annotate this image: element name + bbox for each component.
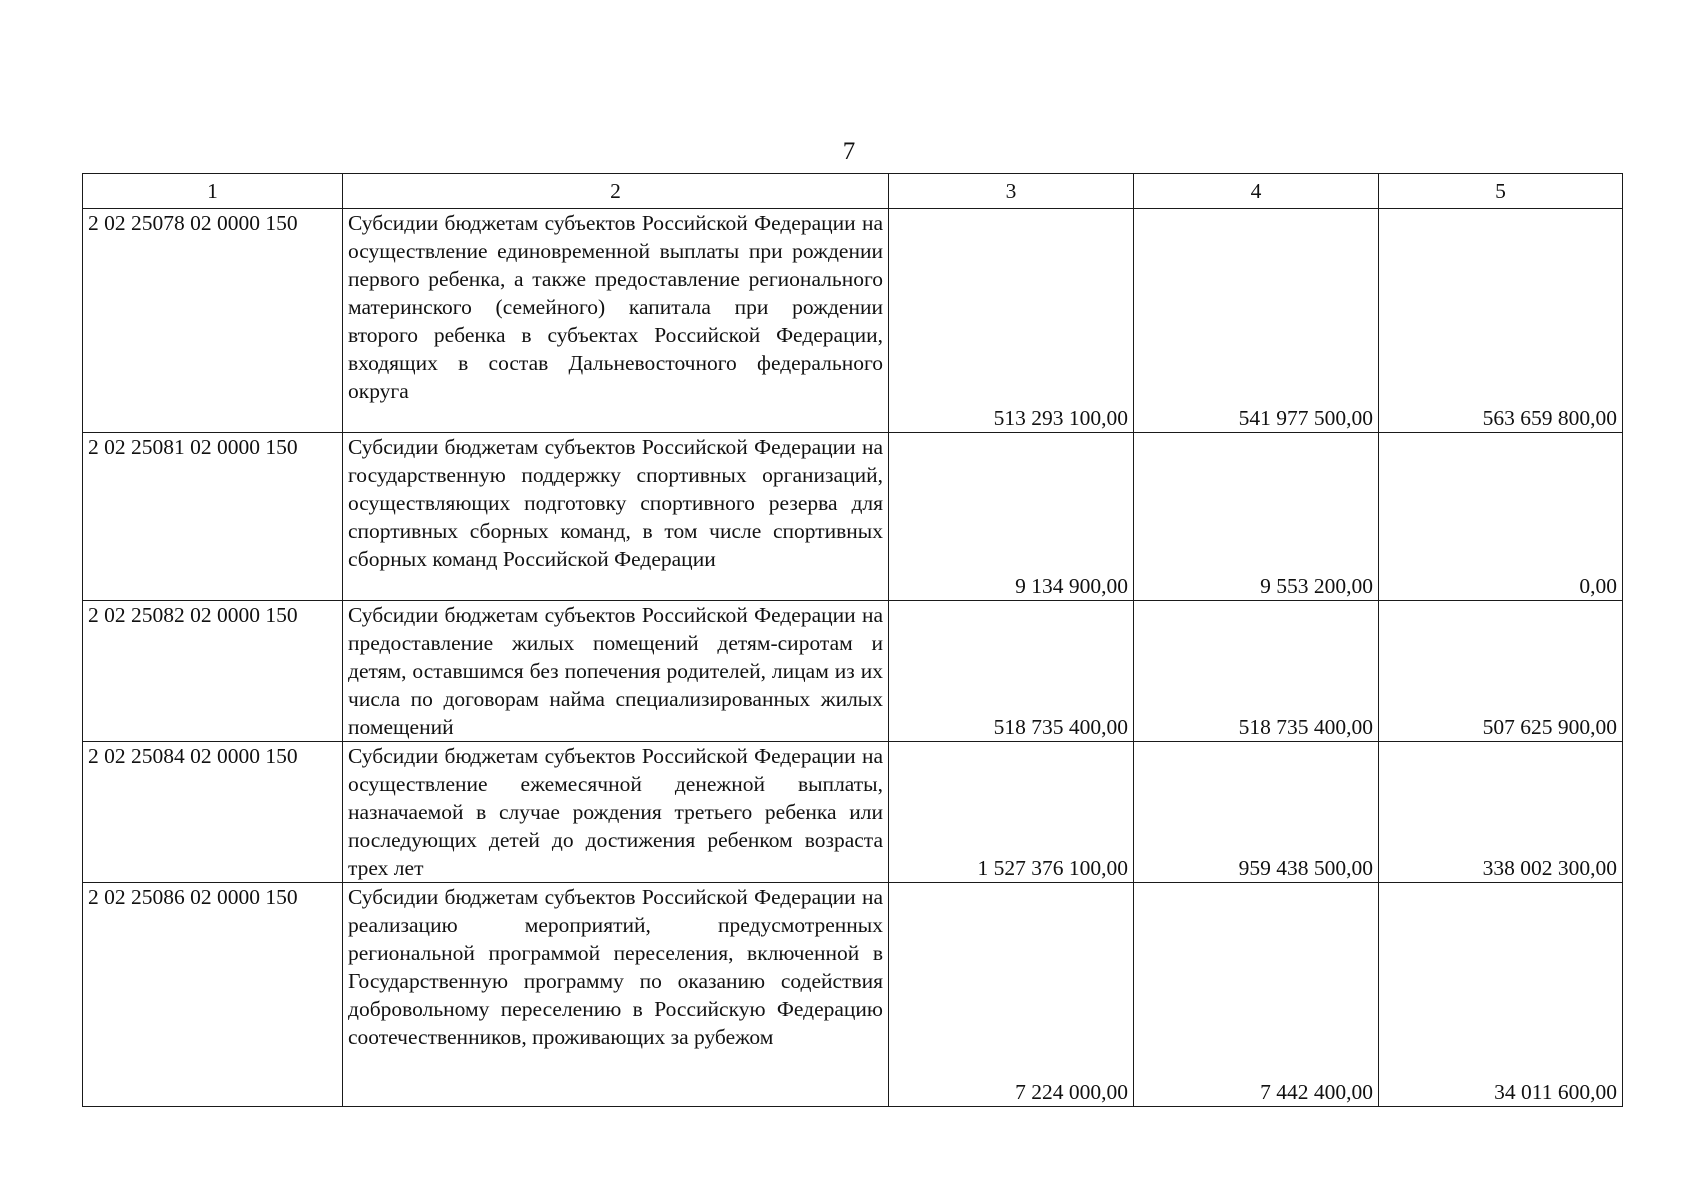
table-row xyxy=(83,601,1623,742)
row-description: Субсидии бюджетам субъектов Российской Федерации на осуществление единовременной выплаты при рождении первого ребенка, а также предоставление регионального материнского (семейного) капитала при рождении второго ребенка в субъектах Российской Федерации, входящих в состав Дальневосточного федерального округа xyxy=(343,209,889,433)
row-value-col3: 9 134 900,00 xyxy=(889,433,1134,601)
column-header-2: 2 xyxy=(343,174,889,209)
row-value-col3: 1 527 376 100,00 xyxy=(889,742,1134,883)
row-description: Субсидии бюджетам субъектов Российской Федерации на государственную поддержку спортивных организаций, осуществляющих подготовку спортивного резерва для спортивных сборных команд, в том числе спортивных сборных команд Российской Федерации xyxy=(343,433,889,601)
row-value-col3: 513 293 100,00 xyxy=(889,209,1134,433)
row-value-col5: 34 011 600,00 xyxy=(1379,883,1623,1107)
row-value-col3: 518 735 400,00 xyxy=(889,601,1134,742)
row-code: 2 02 25086 02 0000 150 xyxy=(83,883,343,1107)
budget-table xyxy=(82,173,1623,1107)
row-value-col3: 7 224 000,00 xyxy=(889,883,1134,1107)
page-number: 7 xyxy=(842,138,856,165)
row-value-col4: 959 438 500,00 xyxy=(1134,742,1379,883)
row-code: 2 02 25084 02 0000 150 xyxy=(83,742,343,883)
row-value-col4: 518 735 400,00 xyxy=(1134,601,1379,742)
row-code: 2 02 25081 02 0000 150 xyxy=(83,433,343,601)
row-value-col5: 563 659 800,00 xyxy=(1379,209,1623,433)
column-header-5: 5 xyxy=(1379,174,1623,209)
row-code: 2 02 25078 02 0000 150 xyxy=(83,209,343,433)
table-row xyxy=(83,433,1623,601)
column-header-4: 4 xyxy=(1134,174,1379,209)
row-value-col5: 507 625 900,00 xyxy=(1379,601,1623,742)
table-row xyxy=(83,742,1623,883)
row-description: Субсидии бюджетам субъектов Российской Федерации на осуществление ежемесячной денежной выплаты, назначаемой в случае рождения третьего ребенка или последующих детей до достижения ребенком возраста трех лет xyxy=(343,742,889,883)
row-value-col5: 338 002 300,00 xyxy=(1379,742,1623,883)
table-row xyxy=(83,209,1623,433)
row-value-col4: 541 977 500,00 xyxy=(1134,209,1379,433)
column-header-3: 3 xyxy=(889,174,1134,209)
row-value-col4: 9 553 200,00 xyxy=(1134,433,1379,601)
row-code: 2 02 25082 02 0000 150 xyxy=(83,601,343,742)
column-header-1: 1 xyxy=(83,174,343,209)
row-value-col4: 7 442 400,00 xyxy=(1134,883,1379,1107)
table-header-row xyxy=(83,174,1623,209)
row-description: Субсидии бюджетам субъектов Российской Федерации на реализацию мероприятий, предусмотренных региональной программой переселения, включенной в Государственную программу по оказанию содействия добровольному переселению в Российскую Федерацию соотечественников, проживающих за рубежом xyxy=(343,883,889,1107)
row-description: Субсидии бюджетам субъектов Российской Федерации на предоставление жилых помещений детям-сиротам и детям, оставшимся без попечения родителей, лицам из их числа по договорам найма специализированных жилых помещений xyxy=(343,601,889,742)
row-value-col5: 0,00 xyxy=(1379,433,1623,601)
table-row xyxy=(83,883,1623,1107)
